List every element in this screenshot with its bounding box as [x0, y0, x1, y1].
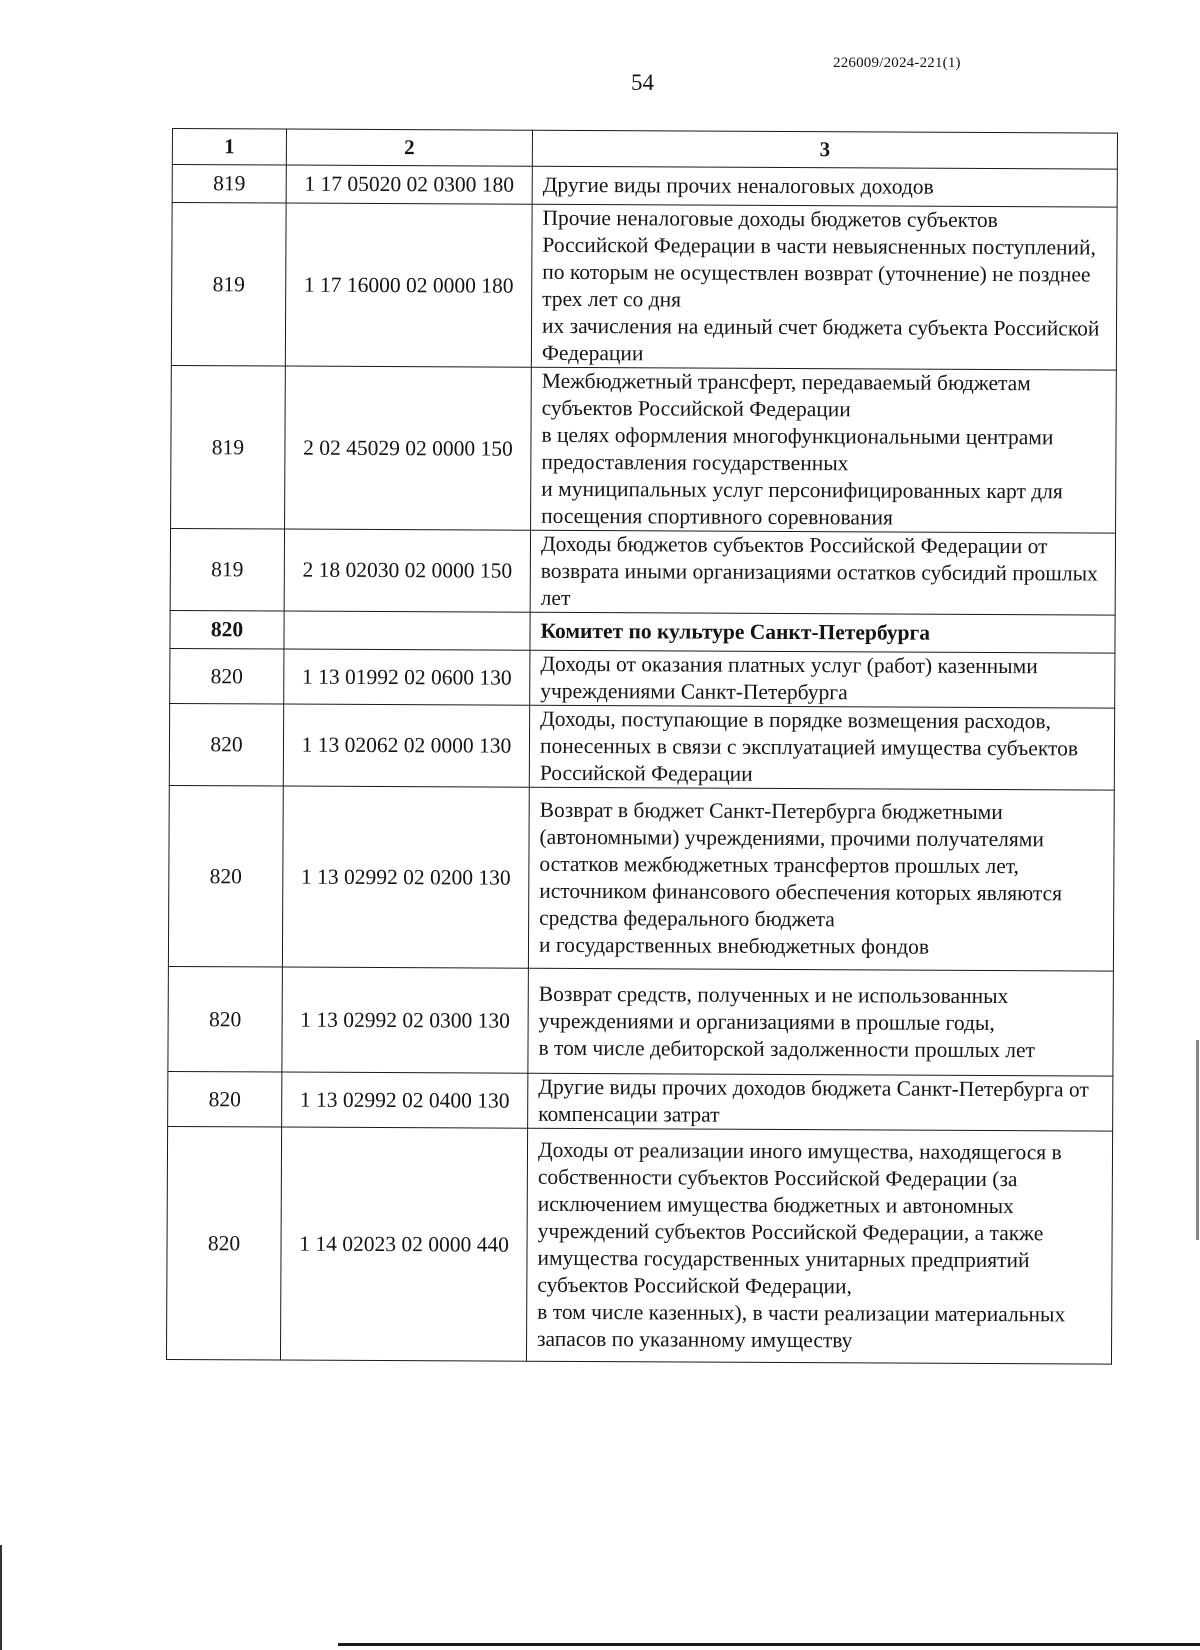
table-row: [171, 365, 1117, 533]
table-row: [170, 610, 1115, 653]
revenue-code-cell: 1 13 02992 02 0300 130: [282, 967, 529, 1073]
table-row: [168, 966, 1114, 1076]
column-header-3: 3: [532, 130, 1117, 169]
admin-code-cell: 819: [170, 528, 284, 611]
admin-code-cell: 820: [169, 703, 283, 786]
revenue-name-cell: Межбюджетный трансферт, передаваемый бюджетам субъектов Российской Федерации в целях оформления многофункциональными центрами предоставления государственных и муниципальных услуг персонифицированных карт для посещения спортивного соревнования: [531, 367, 1117, 533]
admin-code-cell: 819: [171, 365, 286, 529]
page-number: 54: [631, 70, 654, 95]
revenue-name-cell: Возврат средств, полученных и не использованных учреждениями и организациями в прошлые годы, в том числе дебиторской задолженности прошлых лет: [528, 968, 1114, 1076]
admin-code-cell: 820: [168, 966, 283, 1072]
revenue-code-cell: 1 13 02992 02 0200 130: [282, 786, 529, 968]
revenue-code-cell: 1 14 02023 02 0000 440: [280, 1127, 527, 1361]
revenue-code-cell: 2 02 45029 02 0000 150: [285, 366, 532, 530]
document-registration-number: 226009/2024-221(1): [833, 55, 961, 71]
revenue-name-cell: Комитет по культуре Санкт-Петербурга: [530, 612, 1115, 653]
column-header-1: 1: [172, 129, 286, 166]
revenue-name-cell: Доходы от реализации иного имущества, находящегося в собственности субъектов Российской Федерации (за исключением имущества бюджетных и автономных учреждений субъектов Российской Федерации, а также имущества государственных унитарных предприятий субъектов Российской Федерации, в том числе казенных), в части реализации материальных запасов по указанному имуществу: [526, 1128, 1112, 1364]
revenue-code-cell: 2 18 02030 02 0000 150: [284, 529, 530, 612]
admin-code-cell: 819: [172, 165, 286, 204]
revenue-code-cell: 1 13 02062 02 0000 130: [283, 704, 529, 787]
revenue-code-cell: 1 17 05020 02 0300 180: [286, 165, 532, 204]
table-row: [170, 528, 1115, 615]
revenue-name-cell: Другие виды прочих доходов бюджета Санкт-Петербурга от компенсации затрат: [528, 1073, 1113, 1131]
revenue-code-cell: 1 13 02992 02 0400 130: [282, 1072, 528, 1128]
table-row: [170, 648, 1115, 708]
revenue-code-cell: 1 13 01992 02 0600 130: [284, 649, 530, 705]
column-header-2: 2: [286, 129, 532, 166]
table-row: [168, 785, 1114, 971]
revenue-name-cell: Другие виды прочих неналоговых доходов: [532, 166, 1117, 207]
revenue-code-cell: [284, 611, 530, 650]
revenue-name-cell: Возврат в бюджет Санкт-Петербурга бюджетными (автономными) учреждениями, прочими получателями остатков межбюджетных трансфертов прошлых лет, источником финансового обеспечения которых являются средства федерального бюджета и государственных внебюджетных фондов: [528, 787, 1114, 971]
table-row: [171, 203, 1117, 371]
left-scan-edge: [0, 1545, 2, 1650]
admin-code-cell: 820: [168, 1071, 282, 1127]
revenue-code-cell: 1 17 16000 02 0000 180: [285, 203, 532, 367]
table-header-row: [172, 129, 1117, 170]
admin-code-cell: 819: [171, 203, 286, 367]
table-row: [172, 165, 1117, 208]
table-row: [169, 703, 1114, 790]
table-row: [168, 1071, 1113, 1131]
bottom-scan-rule: [338, 1643, 1200, 1646]
budget-revenue-table: [166, 128, 1118, 1365]
admin-code-cell: 820: [166, 1126, 281, 1360]
table-row: [166, 1126, 1112, 1364]
revenue-name-cell: Доходы, поступающие в порядке возмещения расходов, понесенных в связи с эксплуатацией имущества субъектов Российской Федерации: [529, 705, 1114, 790]
admin-code-cell: 820: [168, 785, 283, 967]
revenue-name-cell: Прочие неналоговые доходы бюджетов субъектов Российской Федерации в части невыясненных поступлений, по которым не осуществлен возврат (уточнение) не позднее трех лет со дня их зачисления на единый счет бюджета субъекта Российской Федерации: [531, 204, 1117, 370]
right-scan-edge: [1196, 1040, 1199, 1240]
admin-code-cell: 820: [170, 648, 284, 704]
revenue-name-cell: Доходы бюджетов субъектов Российской Федерации от возврата иными организациями остатков субсидий прошлых лет: [530, 530, 1115, 615]
table-body: [166, 165, 1117, 1365]
admin-code-cell: 820: [170, 610, 284, 649]
revenue-name-cell: Доходы от оказания платных услуг (работ) казенными учреждениями Санкт-Петербурга: [530, 650, 1115, 708]
